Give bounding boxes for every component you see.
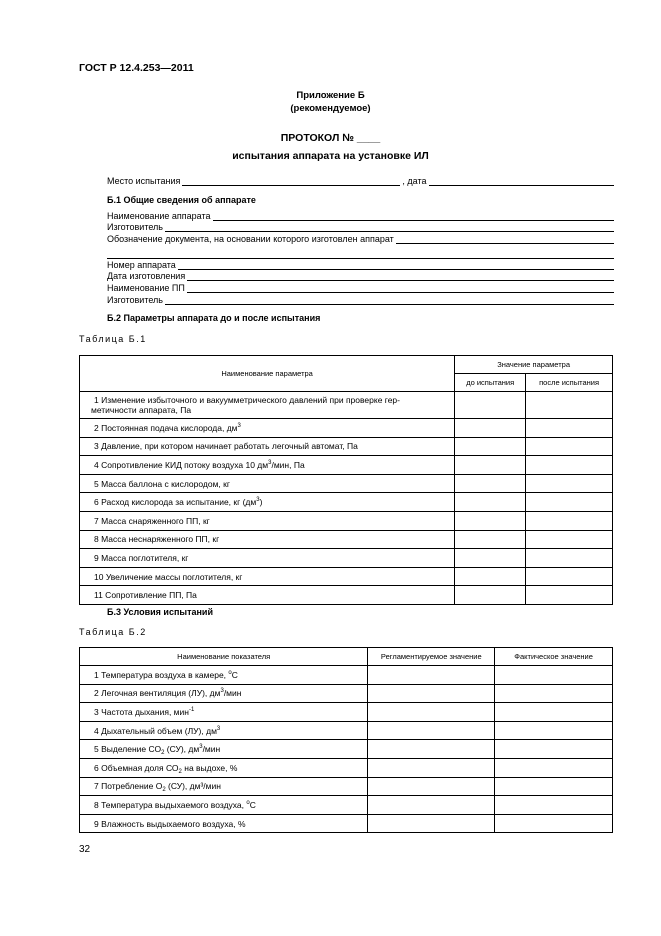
actual-value-cell[interactable] bbox=[495, 758, 613, 777]
after-value-cell[interactable] bbox=[526, 437, 613, 456]
param-name-cell bbox=[80, 530, 455, 549]
blank-line bbox=[107, 247, 614, 259]
place-field[interactable] bbox=[107, 174, 614, 186]
after-value-cell[interactable] bbox=[526, 419, 613, 438]
row-text-post: на выдохе, % bbox=[181, 762, 238, 773]
table2-col-reg: Регламентируемое значение bbox=[368, 648, 495, 666]
field-label: Номер аппарата bbox=[107, 259, 176, 270]
indicator-name-cell bbox=[80, 758, 368, 777]
date-label: , дата bbox=[402, 175, 427, 186]
regulated-value-cell[interactable] bbox=[368, 666, 495, 685]
protocol-subtitle: испытания аппарата на установке ИЛ bbox=[232, 150, 429, 162]
protocol-title: ПРОТОКОЛ № ____ bbox=[280, 132, 381, 144]
superscript: 3 bbox=[220, 688, 224, 695]
row-text: 6 Расход кислорода за испытание, кг (дм bbox=[94, 497, 257, 508]
row-text-post: С bbox=[249, 799, 256, 810]
place-blank[interactable] bbox=[182, 177, 400, 186]
table-row bbox=[80, 437, 613, 456]
before-value-cell[interactable] bbox=[455, 549, 526, 568]
row-text-post: /мин bbox=[202, 744, 221, 755]
after-value-cell[interactable] bbox=[526, 493, 613, 512]
before-value-cell[interactable] bbox=[455, 392, 526, 419]
superscript: о bbox=[246, 799, 250, 806]
before-value-cell[interactable] bbox=[455, 567, 526, 586]
field-row[interactable] bbox=[107, 232, 614, 244]
place-label: Место испытания bbox=[107, 175, 181, 186]
regulated-value-cell[interactable] bbox=[368, 814, 495, 833]
indicator-name-cell bbox=[80, 777, 368, 796]
subscript: 2 bbox=[162, 787, 166, 794]
place-date-fields bbox=[107, 174, 614, 186]
table1-col-value: Значение параметра bbox=[455, 356, 613, 374]
page-number: 32 bbox=[79, 844, 91, 855]
row-text: 11 Сопротивление ПП, Па bbox=[94, 590, 197, 601]
subscript: 2 bbox=[178, 768, 182, 775]
table-row bbox=[80, 777, 613, 796]
param-name-cell bbox=[80, 419, 455, 438]
row-text-post: /мин, Па bbox=[271, 459, 305, 470]
field-row[interactable] bbox=[107, 221, 614, 233]
field-blank[interactable] bbox=[165, 296, 614, 305]
param-name-cell bbox=[80, 392, 455, 419]
table-row bbox=[80, 474, 613, 493]
table-row bbox=[80, 796, 613, 815]
field-blank[interactable] bbox=[178, 261, 614, 270]
row-text: 8 Температура выдыхаемого воздуха, bbox=[94, 799, 247, 810]
actual-value-cell[interactable] bbox=[495, 740, 613, 759]
table1-caption: Таблица Б.1 bbox=[79, 334, 147, 344]
regulated-value-cell[interactable] bbox=[368, 777, 495, 796]
after-value-cell[interactable] bbox=[526, 456, 613, 475]
table-row bbox=[80, 666, 613, 685]
appendix-title: Приложение Б bbox=[296, 90, 365, 101]
superscript: 3 bbox=[199, 744, 203, 751]
date-blank[interactable] bbox=[429, 177, 615, 186]
table-row bbox=[80, 740, 613, 759]
table-row bbox=[80, 456, 613, 475]
indicator-name-cell bbox=[80, 740, 368, 759]
regulated-value-cell[interactable] bbox=[368, 721, 495, 740]
param-name-cell bbox=[80, 567, 455, 586]
row-text-post: /мин bbox=[223, 688, 242, 699]
field-label: Изготовитель bbox=[107, 222, 163, 233]
field-label: Изготовитель bbox=[107, 294, 163, 305]
table-row bbox=[80, 814, 613, 833]
superscript: о bbox=[228, 669, 232, 676]
row-text: 5 Выделение СО bbox=[94, 744, 162, 755]
row-text: 3 Частота дыхания, мин bbox=[94, 706, 189, 717]
regulated-value-cell[interactable] bbox=[368, 796, 495, 815]
b1-fields-group-2 bbox=[107, 258, 614, 305]
subscript: 2 bbox=[161, 750, 165, 757]
section-b1-heading: Б.1 Общие сведения об аппарате bbox=[107, 195, 256, 205]
row-text: 9 Масса поглотителя, кг bbox=[94, 552, 189, 563]
actual-value-cell[interactable] bbox=[495, 777, 613, 796]
before-value-cell[interactable] bbox=[455, 474, 526, 493]
actual-value-cell[interactable] bbox=[495, 814, 613, 833]
table1-col-name: Наименование параметра bbox=[80, 356, 455, 392]
document-code: ГОСТ Р 12.4.253—2011 bbox=[79, 62, 194, 74]
field-blank[interactable] bbox=[187, 284, 614, 293]
table-row bbox=[80, 684, 613, 703]
table-row bbox=[80, 758, 613, 777]
row-text: 1 Изменение избыточного и вакуумметрического давлений при проверке гер- bbox=[94, 395, 400, 405]
row-text-post: (СУ), дм bbox=[164, 744, 200, 755]
table-row bbox=[80, 703, 613, 722]
after-value-cell[interactable] bbox=[526, 586, 613, 605]
after-value-cell[interactable] bbox=[526, 530, 613, 549]
indicator-name-cell bbox=[80, 796, 368, 815]
actual-value-cell[interactable] bbox=[495, 684, 613, 703]
row-text-post: С bbox=[231, 669, 238, 680]
before-value-cell[interactable] bbox=[455, 493, 526, 512]
field-blank[interactable] bbox=[187, 272, 614, 281]
table-row bbox=[80, 567, 613, 586]
table-row bbox=[80, 419, 613, 438]
table1-col-before: до испытания bbox=[455, 374, 526, 392]
after-value-cell[interactable] bbox=[526, 567, 613, 586]
param-name-cell bbox=[80, 586, 455, 605]
row-text: 8 Масса неснаряженного ПП, кг bbox=[94, 534, 220, 545]
superscript: -1 bbox=[188, 706, 195, 713]
row-text: 4 Сопротивление КИД потоку воздуха 10 дм bbox=[94, 459, 269, 470]
before-value-cell[interactable] bbox=[455, 456, 526, 475]
after-value-cell[interactable] bbox=[526, 511, 613, 530]
field-row[interactable] bbox=[107, 281, 614, 293]
table2-caption: Таблица Б.2 bbox=[79, 627, 147, 637]
field-label: Наименование аппарата bbox=[107, 210, 211, 221]
superscript: 3 bbox=[237, 422, 241, 429]
actual-value-cell[interactable] bbox=[495, 796, 613, 815]
actual-value-cell[interactable] bbox=[495, 721, 613, 740]
table-row bbox=[80, 493, 613, 512]
table-b1 bbox=[79, 355, 613, 605]
table-row bbox=[80, 511, 613, 530]
field-blank[interactable] bbox=[396, 235, 614, 244]
table1-col-after: после испытания bbox=[526, 374, 613, 392]
indicator-name-cell bbox=[80, 684, 368, 703]
row-text: 2 Постоянная подача кислорода, дм bbox=[94, 422, 238, 433]
after-value-cell[interactable] bbox=[526, 474, 613, 493]
param-name-cell bbox=[80, 437, 455, 456]
row-text: 6 Объемная доля СО bbox=[94, 762, 179, 773]
actual-value-cell[interactable] bbox=[495, 666, 613, 685]
after-value-cell[interactable] bbox=[526, 392, 613, 419]
table2-col-fact: Фактическое значение bbox=[495, 648, 613, 666]
regulated-value-cell[interactable] bbox=[368, 740, 495, 759]
table-row bbox=[80, 586, 613, 605]
regulated-value-cell[interactable] bbox=[368, 703, 495, 722]
field-label: Наименование ПП bbox=[107, 283, 185, 294]
superscript: 3 bbox=[256, 497, 260, 504]
field-row[interactable] bbox=[107, 258, 614, 270]
appendix-status: (рекомендуемое) bbox=[290, 103, 371, 114]
row-text: 2 Легочная вентиляция (ЛУ), дм bbox=[94, 688, 221, 699]
section-b3-heading: Б.3 Условия испытаний bbox=[107, 607, 214, 617]
row-text: 4 Дыхательный объем (ЛУ), дм bbox=[94, 725, 217, 736]
field-blank[interactable] bbox=[165, 223, 614, 232]
table-b2 bbox=[79, 647, 613, 833]
table-row bbox=[80, 530, 613, 549]
before-value-cell[interactable] bbox=[455, 419, 526, 438]
table-row bbox=[80, 549, 613, 568]
row-text-post: (СУ), дм³/мин bbox=[165, 781, 221, 792]
before-value-cell[interactable] bbox=[455, 530, 526, 549]
section-b2-heading: Б.2 Параметры аппарата до и после испытания bbox=[107, 313, 321, 323]
indicator-name-cell bbox=[80, 703, 368, 722]
row-text: 3 Давление, при котором начинает работать легочный автомат, Па bbox=[94, 441, 358, 452]
indicator-name-cell bbox=[80, 721, 368, 740]
param-name-cell bbox=[80, 474, 455, 493]
b1-fields-group-1 bbox=[107, 209, 614, 244]
field-blank[interactable] bbox=[213, 212, 615, 221]
after-value-cell[interactable] bbox=[526, 549, 613, 568]
indicator-name-cell bbox=[80, 666, 368, 685]
field-row[interactable] bbox=[107, 209, 614, 221]
regulated-value-cell[interactable] bbox=[368, 758, 495, 777]
param-name-cell bbox=[80, 456, 455, 475]
superscript: 3 bbox=[268, 459, 272, 466]
param-name-cell bbox=[80, 511, 455, 530]
regulated-value-cell[interactable] bbox=[368, 684, 495, 703]
indicator-name-cell bbox=[80, 814, 368, 833]
row-text: 7 Масса снаряженного ПП, кг bbox=[94, 515, 210, 526]
param-name-cell bbox=[80, 549, 455, 568]
row-text: 5 Масса баллона с кислородом, кг bbox=[94, 478, 230, 489]
superscript: 3 bbox=[216, 725, 221, 732]
field-row[interactable] bbox=[107, 293, 614, 305]
row-text: 10 Увеличение массы поглотителя, кг bbox=[94, 571, 243, 582]
row-text-post: ) bbox=[259, 497, 263, 508]
row-text: 9 Влажность выдыхаемого воздуха, % bbox=[94, 818, 246, 829]
before-value-cell[interactable] bbox=[455, 586, 526, 605]
field-label: Обозначение документа, на основании которого изготовлен аппарат bbox=[107, 234, 394, 245]
table-row bbox=[80, 721, 613, 740]
table2-col-name: Наименование показателя bbox=[80, 648, 368, 666]
actual-value-cell[interactable] bbox=[495, 703, 613, 722]
extra-blank-field[interactable] bbox=[107, 247, 614, 259]
table-row bbox=[80, 392, 613, 419]
field-label: Дата изготовления bbox=[107, 271, 186, 282]
field-row[interactable] bbox=[107, 270, 614, 282]
row-text-continued: метичности аппарата, Па bbox=[91, 405, 192, 415]
param-name-cell bbox=[80, 493, 455, 512]
row-text: 1 Температура воздуха в камере, bbox=[94, 669, 229, 680]
before-value-cell[interactable] bbox=[455, 511, 526, 530]
before-value-cell[interactable] bbox=[455, 437, 526, 456]
row-text: 7 Потребление О bbox=[94, 781, 163, 792]
